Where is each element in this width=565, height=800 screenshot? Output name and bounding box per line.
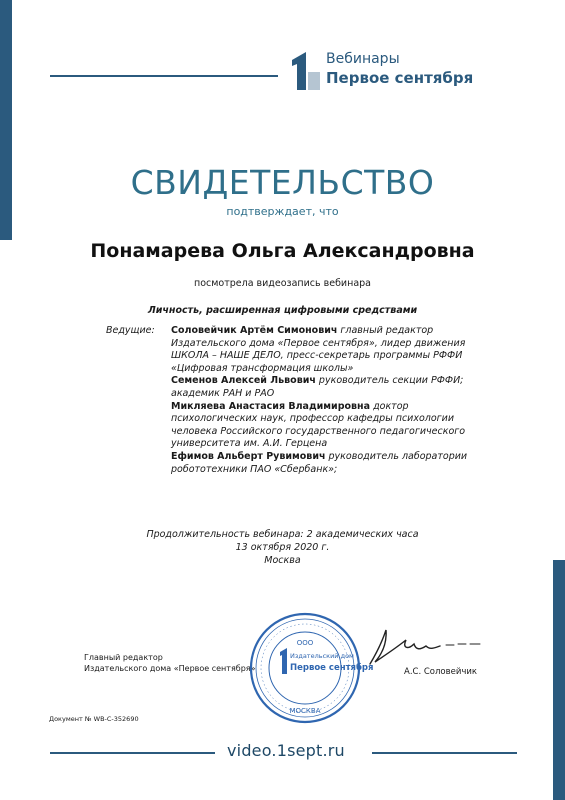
logo-number-one-icon	[288, 50, 322, 92]
host-entry	[171, 401, 465, 450]
editor-title	[84, 652, 274, 674]
logo-text-first-september: Первое сентября	[326, 69, 474, 87]
host-entry	[171, 325, 465, 374]
webinar-city: Москва	[264, 555, 301, 566]
host-name: Соловейчик Артём Симонович	[171, 325, 338, 336]
recipient-name: Понамарева Ольга Александровна	[90, 240, 475, 262]
document-number: Документ № WB-C-352690	[49, 715, 139, 723]
logo-divider-line	[50, 75, 278, 77]
host-entry	[171, 375, 463, 399]
stamp-city: МОСКВА	[289, 707, 321, 715]
left-accent-bar	[0, 0, 12, 240]
handwritten-signature	[362, 620, 487, 670]
stamp-top-text: Издательский дом	[290, 652, 354, 660]
footer-site-link[interactable]: video.1sept.ru	[227, 741, 345, 760]
host-name: Семенов Алексей Львович	[171, 375, 316, 387]
certificate-title: СВИДЕТЕЛЬСТВО	[130, 163, 435, 202]
host-description: руководитель лаборатории робототехники ПАО «Сбербанк»;	[171, 450, 468, 475]
stamp-code: ООО	[296, 639, 314, 647]
hosts-label: Ведущие:	[106, 325, 155, 336]
host-name: Ефимов Альберт Рувимович	[171, 450, 326, 462]
editor-title-line2: Издательского дома «Первое сентября»	[84, 664, 256, 673]
certificate-subtitle: подтверждает, что	[226, 205, 339, 218]
host-entry	[171, 451, 467, 475]
publisher-stamp-seal	[249, 612, 374, 724]
host-name: Микляева Анастасия Владимировна	[171, 400, 371, 412]
watched-text: посмотрела видеозапись вебинара	[193, 278, 371, 289]
signer-name: А.С. Соловейчик	[404, 667, 478, 677]
webinar-date: 13 октября 2020 г.	[235, 542, 330, 553]
footer-divider-right	[372, 752, 517, 754]
right-accent-bar	[553, 560, 565, 800]
stamp-main-text: Первое сентября	[290, 663, 374, 673]
editor-title-line1: Главный редактор	[84, 653, 163, 662]
host-description: главный редактор Издательского дома «Первое сентября», лидер движения ШКОЛА – НАШЕ ДЕЛО, пресс-секретарь программы РФФИ «Цифровая трансформация школы»	[171, 325, 466, 374]
webinars-logo	[50, 44, 520, 94]
host-description: доктор психологических наук, профессор кафедры психологии человека Российского государственного педагогического университета им. А.И. Герцена	[171, 400, 466, 450]
footer-divider-left	[50, 752, 215, 754]
hosts-list	[171, 325, 491, 476]
webinar-duration: Продолжительность вебинара: 2 академических часа	[146, 529, 419, 540]
logo-text-webinars: Вебинары	[326, 51, 400, 67]
host-description: руководитель секции РФФИ; академик РАН и РАО	[171, 375, 464, 399]
webinar-title: Личность, расширенная цифровыми средствами	[147, 305, 418, 316]
